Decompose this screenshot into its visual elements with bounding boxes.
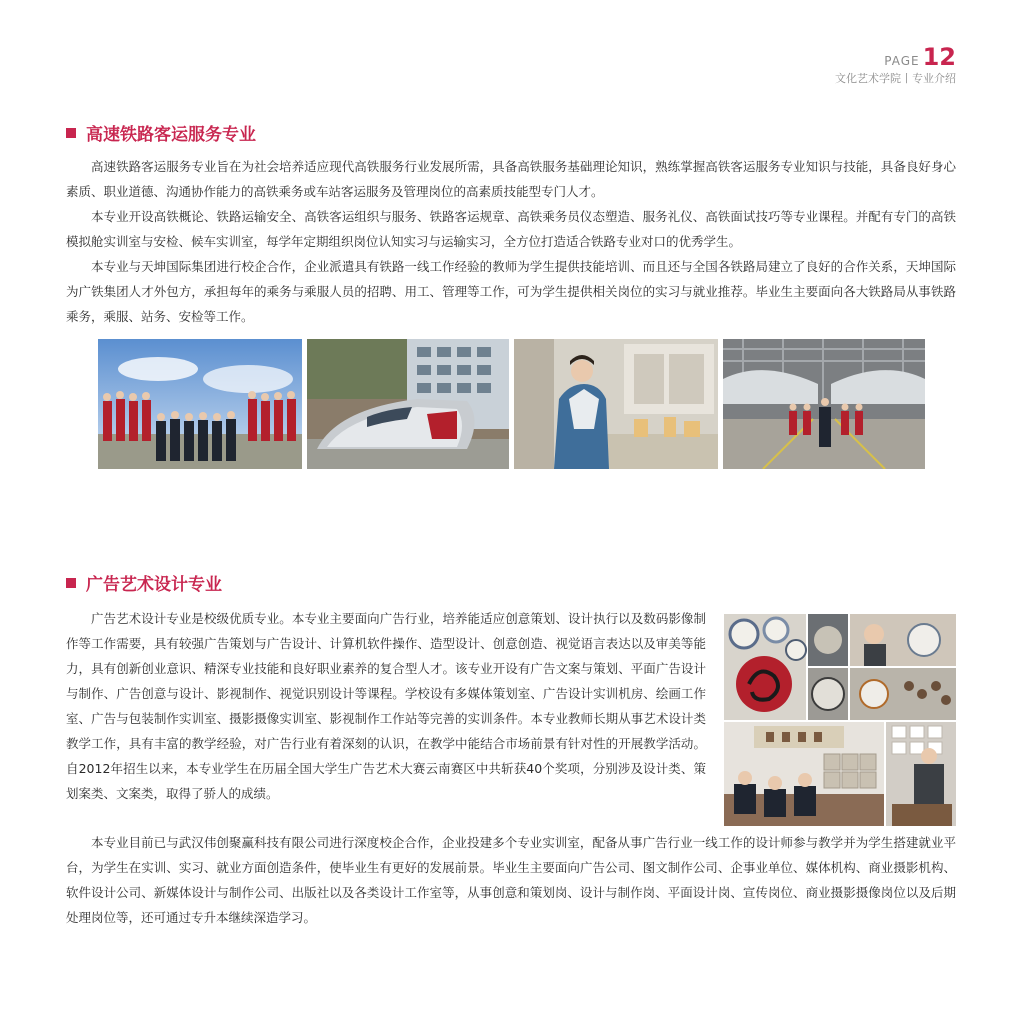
photo-high-speed-train-model [307, 339, 509, 469]
page-subtitle: 文化艺术学院丨专业介绍 [835, 72, 956, 85]
photo-train-attendant-service [514, 339, 718, 469]
section-marker-icon [66, 578, 76, 588]
section-title-text: 高速铁路客运服务专业 [86, 125, 256, 145]
photo-train-depot-staff [723, 339, 925, 469]
section-title-advertising [66, 570, 222, 595]
railway-paragraph-1: 高速铁路客运服务专业旨在为社会培养适应现代高铁服务行业发展所需，具备高铁服务基础理论知识，熟练掌握高铁客运服务专业知识与技能，具备良好身心素质、职业道德、沟通协作能力的高铁乘务或车站客运服务及管理岗位的高素质技能型专门人才。 [66, 159, 956, 199]
railway-paragraph-2: 本专业开设高铁概论、铁路运输安全、高铁客运组织与服务、铁路客运规章、高铁乘务员仪态塑造、服务礼仪、高铁面试技巧等专业课程。并配有专门的高铁模拟舱实训室与安检、候车实训室，每学年定期组织岗位认知实习与运输实习，全方位打造适合铁路专业对口的优秀学生。 [66, 209, 956, 249]
page-number: 12 [922, 43, 956, 71]
advertising-paragraph-2: 本专业目前已与武汉伟创聚赢科技有限公司进行深度校企合作，企业投建多个专业实训室，配备从事广告行业一线工作的设计师参与教学并为学生搭建就业平台，为学生在实训、实习、就业方面创造条件，使毕业生有更好的发展前景。毕业生主要面向广告公司、图文制作公司、企事业单位、媒体机构、商业摄影机构、软件设计公司、新媒体设计与制作公司、出版社以及各类设计工作室等，从事创意和策划岗、设计与制作岗、平面设计岗、宣传岗位、商业摄影摄像岗位以及后期处理岗位等，还可通过专升本继续深造学习。 [66, 835, 956, 925]
photo-advertising-collage [724, 614, 956, 826]
section-marker-icon [66, 128, 76, 138]
photo-railway-students-group [98, 339, 302, 469]
railway-paragraph-3: 本专业与天坤国际集团进行校企合作，企业派遣具有铁路一线工作经验的教师为学生提供技能培训、而且还与全国各铁路局建立了良好的合作关系，天坤国际为广铁集团人才外包方，承担每年的乘务与乘服人员的招聘、用工、管理等工作，可为学生提供相关岗位的实习与就业推荐。毕业生主要面向各大铁路局从事铁路乘务，乘服、站务、安检等工作。 [66, 259, 956, 324]
page-number-line [835, 44, 956, 70]
section-title-text: 广告艺术设计专业 [86, 575, 222, 595]
advertising-paragraph-1: 广告艺术设计专业是校级优质专业。本专业主要面向广告行业，培养能适应创意策划、设计执行以及数码影像制作等工作需要，具有较强广告策划与广告设计、计算机软件操作、造型设计、创意创造、视觉语言表达以及审美等能力，具有创新创业意识、精深专业技能和良好职业素养的复合型人才。该专业开设有广告文案与策划、平面广告设计与制作、广告创意与设计、影视制作、视觉识别设计等课程。学校设有多媒体策划室、广告设计实训机房、绘画工作室、广告与包装制作实训室、摄影摄像实训室、影视制作工作站等完善的实训条件。本专业教师长期从事艺术设计类教学工作，具有丰富的教学经验，对广告行业有着深刻的认识，在教学中能结合市场前景有针对性的开展教学活动。自2012年招生以来，本专业学生在历届全国大学生广告艺术大赛云南赛区中共斩获40个奖项，分别涉及设计类、策划案类、文案类，取得了骄人的成绩。 [66, 611, 706, 801]
page-header [835, 44, 956, 86]
page-label: PAGE [884, 54, 920, 68]
section-title-railway [66, 120, 256, 145]
